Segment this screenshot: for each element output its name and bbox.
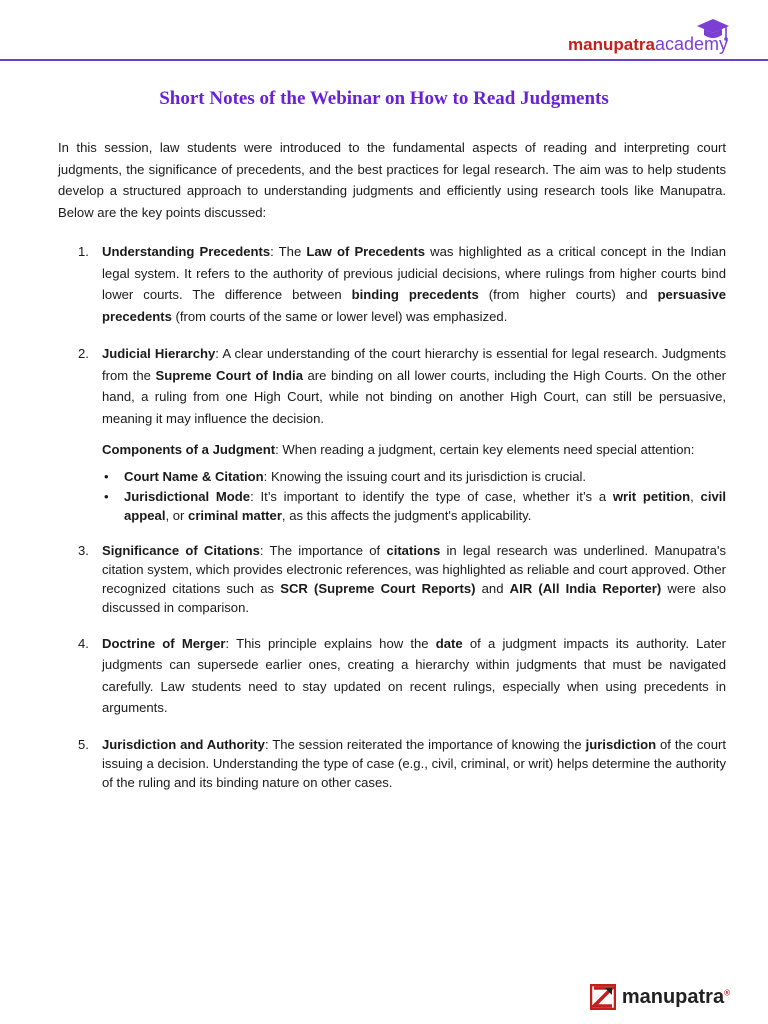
- list-number: 4.: [78, 635, 89, 651]
- bold-term: date: [435, 635, 463, 651]
- text-run: are binding on all lower courts, including the High Courts. On the other hand, a ruling from one High Court, while not binding on another High Court, can still be persuasive, meaning it may influence the decision.: [102, 367, 726, 426]
- bold-term: Understanding Precedents: [102, 244, 271, 259]
- text-run: were also discussed in comparison.: [102, 580, 726, 615]
- text-run: : The session reiterated the importance of knowing the: [264, 736, 586, 752]
- text-run: ,: [690, 488, 701, 504]
- bullet-item: [102, 487, 726, 525]
- bold-term: Components of a Judgment: [102, 442, 276, 457]
- text-run: (from courts of the same or lower level) was emphasized.: [171, 308, 508, 324]
- text-run: and: [475, 580, 510, 596]
- list-item: [58, 633, 726, 719]
- bullet-icon: •: [104, 468, 109, 484]
- text-run: : When reading a judgment, certain key elements need special attention:: [275, 442, 695, 457]
- brand-suffix: academy: [654, 34, 728, 54]
- page-title: Short Notes of the Webinar on How to Read Judgments: [159, 88, 609, 109]
- intro-paragraph: In this session, law students were introduced to the fundamental aspects of reading and interpreting court judgments, the significance of precedents, and the best practices for legal research. The aim was to help students develop a structured approach to understanding judgments and efficiently using research tools like Manupatra. Below are the key points discussed:: [58, 140, 726, 220]
- bold-term: Jurisdiction and Authority: [102, 736, 265, 752]
- text-run: : It’s important to identify the type of case, whether it’s a: [250, 488, 613, 504]
- bold-term: SCR (Supreme Court Reports): [280, 580, 476, 596]
- text-run: : A clear understanding of the court hierarchy is essential for legal research. Judgments from the: [102, 346, 726, 383]
- text-run: : Knowing the issuing court and its jurisdiction is crucial.: [263, 468, 587, 484]
- brand-name: manupatra: [568, 35, 655, 54]
- bold-term: Significance of Citations: [102, 542, 260, 558]
- sub-paragraph: [102, 439, 726, 461]
- header-logo: [528, 14, 728, 56]
- bold-term: criminal matter: [188, 507, 282, 523]
- item-paragraph: [102, 633, 726, 719]
- text-run: : The: [270, 244, 307, 259]
- key-points-list: [58, 241, 726, 792]
- bold-term: persuasive precedents: [102, 287, 726, 324]
- document-body: [58, 137, 726, 808]
- list-number: 5.: [78, 736, 89, 752]
- item-paragraph: [102, 343, 726, 429]
- text-run: , as this affects the judgment's applicability.: [281, 507, 532, 523]
- item-paragraph: [102, 241, 726, 327]
- list-number: 2.: [78, 346, 89, 361]
- footer-logo: [590, 984, 730, 1010]
- bold-term: Judicial Hierarchy: [102, 346, 216, 361]
- text-run: of the court issuing a decision. Understanding the type of case (e.g., civil, criminal, or writ) helps determine the authority of the ruling and its binding nature on other cases.: [102, 736, 726, 790]
- text-run: of a judgment impacts its authority. Later judgments can supersede earlier ones, creating a hierarchy within judgments that must be navigated carefully. Law students need to stay updated on recent rulings, especially when using precedents in arguments.: [102, 635, 726, 715]
- item-paragraph: [102, 541, 726, 617]
- list-item: [58, 735, 726, 792]
- bold-term: Supreme Court of India: [155, 367, 303, 383]
- text-run: was highlighted as a critical concept in the Indian legal system. It refers to the authority of previous judicial decisions, where rulings from higher courts bind lower courts. The difference between: [102, 244, 726, 302]
- registered-mark: ®: [724, 987, 730, 997]
- bold-term: Doctrine of Merger: [102, 635, 226, 651]
- bold-term: binding precedents: [351, 287, 479, 302]
- item-paragraph: [102, 735, 726, 792]
- list-item: [58, 343, 726, 525]
- text-run: : This principle explains how the: [225, 635, 436, 651]
- bold-term: citations: [386, 542, 441, 558]
- footer-brand: manupatra: [621, 985, 725, 1008]
- bullet-item: [102, 467, 726, 486]
- text-run: (from higher courts) and: [478, 287, 658, 302]
- header-divider: [0, 59, 768, 61]
- bullet-list: [102, 467, 726, 525]
- bold-term: Law of Precedents: [306, 244, 426, 259]
- list-number: 3.: [78, 542, 89, 558]
- bold-term: writ petition: [612, 488, 691, 504]
- text-run: in legal research was underlined. Manupatra's citation system, which provides electronic references, was highlighted as reliable and court approved. Other recognized citations such as: [102, 542, 726, 596]
- bold-term: jurisdiction: [585, 736, 657, 752]
- text-run: , or: [165, 507, 189, 523]
- bold-term: Court Name & Citation: [124, 468, 264, 484]
- list-item: [58, 241, 726, 327]
- bold-term: Jurisdictional Mode: [124, 488, 251, 504]
- bold-term: AIR (All India Reporter): [509, 580, 662, 596]
- bullet-icon: •: [104, 488, 109, 504]
- text-run: : The importance of: [259, 542, 387, 558]
- bold-term: civil appeal: [124, 488, 727, 523]
- list-item: [58, 541, 726, 617]
- manupatra-logo-icon: [590, 984, 616, 1010]
- list-number: 1.: [78, 244, 89, 259]
